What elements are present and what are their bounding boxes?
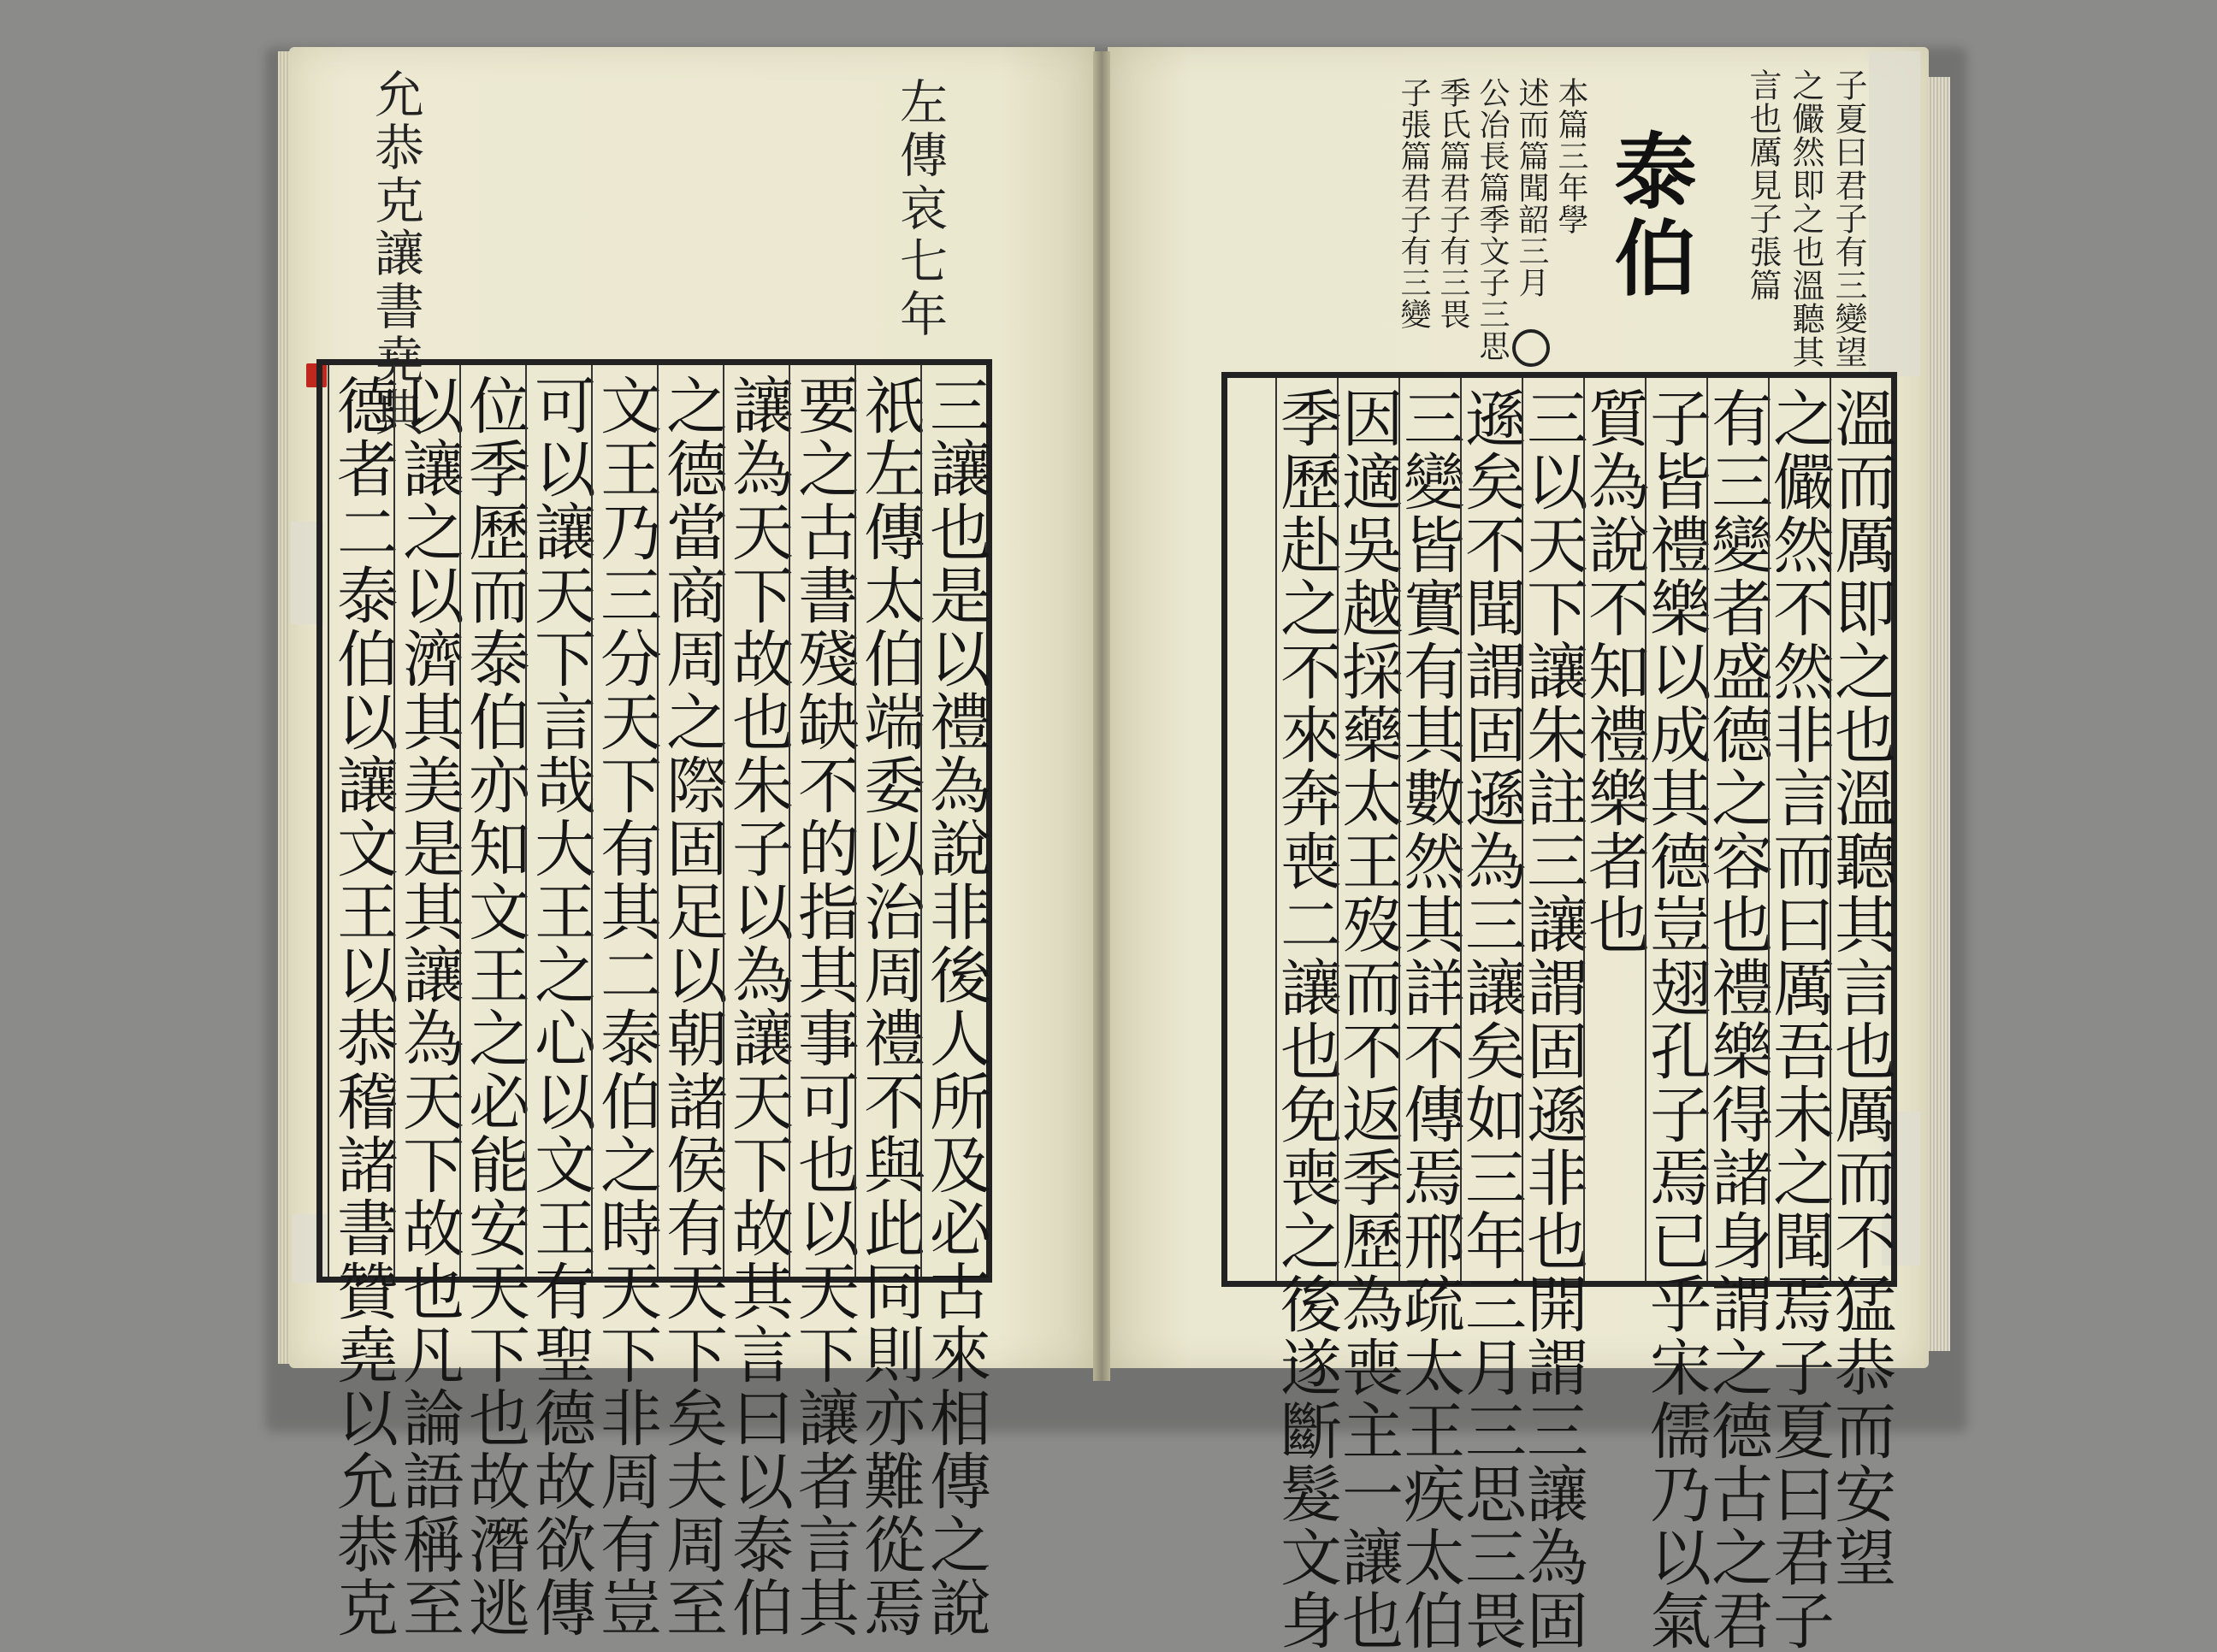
text-column: 遜矣不聞謂固遜為三讓矣如三年三月三思三畏 <box>1460 378 1522 1281</box>
text-column: 有三變者盛德之容也禮樂得諸身謂之德古之君 <box>1706 378 1768 1281</box>
annotation-column: 之儼然即之也溫聽其 <box>1787 68 1824 369</box>
circle-mark <box>1512 329 1550 367</box>
text-column: 之儼然不然非言而曰厲吾未之聞焉子夏曰君子 <box>1768 378 1830 1281</box>
text-column: 因適吳越採藥太王歿而不返季歷為喪主一讓也 <box>1337 378 1398 1281</box>
book-spine <box>1093 51 1110 1381</box>
annotation-column: 本篇三年學 <box>1553 77 1588 235</box>
text-column: 可以讓天下言哉大王之心以文王有聖德故欲傳 <box>525 365 591 1277</box>
annotation-column: 子夏曰君子有三變望 <box>1830 68 1867 369</box>
chapter-heading: 泰伯 <box>1601 128 1698 303</box>
text-column: 要之古書殘缺不的指其事可也以天下讓者言其 <box>789 365 854 1277</box>
text-column: 讓為天下故也朱子以為讓天下故其言曰以泰伯 <box>723 365 789 1277</box>
text-column: 德者二泰伯以讓文王以恭稽諸書贊堯以允恭克 <box>328 365 393 1277</box>
text-column: 子皆禮樂以成其德豈翅孔子焉已乎宋儒乃以氣 <box>1645 378 1706 1281</box>
left-margin-note: 左傳哀七年 <box>892 77 948 342</box>
text-column: 文王乃三分天下有其二泰伯之時天下非周有豈 <box>591 365 657 1277</box>
text-column: 三讓也是以禮為說非後人所及必古來相傳之說 <box>920 365 986 1277</box>
paper-wear <box>1869 51 1920 376</box>
annotation-column: 公冶長篇季文子三思 <box>1475 77 1510 362</box>
left-text-columns <box>327 365 991 1639</box>
text-column: 質為說不知禮樂者也 <box>1583 378 1645 1281</box>
text-column: 祇左傳太伯端委以治周禮不與此同則亦難從焉 <box>854 365 920 1277</box>
text-column: 位季歷而泰伯亦知文王之必能安天下也故潛逃 <box>459 365 525 1277</box>
text-column: 以讓之以濟其美是其讓為天下故也凡論語稱至 <box>393 365 459 1277</box>
left-text-frame <box>316 359 992 1639</box>
text-column: 溫而厲即之也溫聽其言也厲而不猛恭而安望 <box>1830 378 1891 1281</box>
annotation-column: 季氏篇君子有三畏 <box>1435 77 1470 330</box>
right-side-notes <box>1390 77 1587 368</box>
text-column: 三以天下讓朱註三讓謂固遜非也開謂三讓為固 <box>1522 378 1583 1281</box>
text-column: 季歷赴之不來奔喪二讓也免喪之後遂斷髮文身 <box>1275 378 1337 1281</box>
annotation-column: 子張篇君子有三變 <box>1396 77 1431 330</box>
left-margin-title: 允恭克讓書堯典 <box>366 68 424 440</box>
text-column: 三變皆實有其數然其詳不傳焉邢疏太王疾太伯 <box>1398 378 1460 1281</box>
text-column: 之德當商周之際固足以朝諸侯有天下矣夫周至 <box>657 365 723 1277</box>
annotation-column: 述而篇聞韶三月 <box>1514 77 1549 298</box>
annotation-column: 言也厲見子張篇 <box>1744 68 1782 302</box>
right-text-frame <box>1221 372 1897 1652</box>
right-top-notes <box>1736 68 1865 368</box>
right-text-columns <box>1270 378 1896 1652</box>
